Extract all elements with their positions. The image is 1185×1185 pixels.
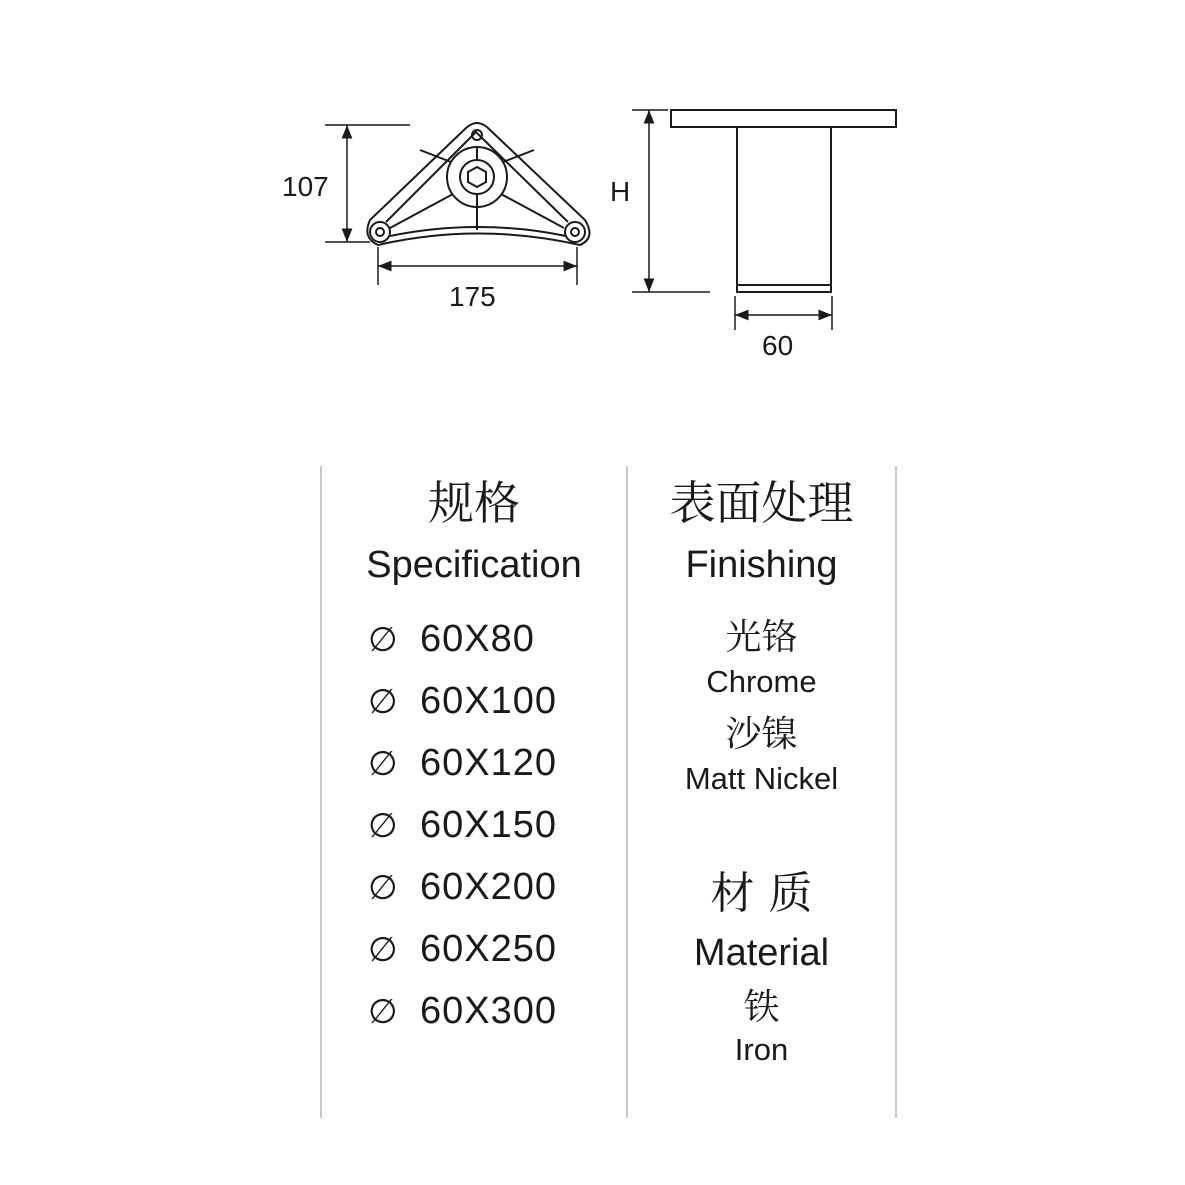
spec-item	[368, 618, 535, 661]
dimension-plate-width	[378, 247, 577, 285]
finishing-option-en: Chrome	[706, 664, 817, 699]
dimension-label-175: 175	[449, 281, 496, 312]
mounting-plate-top-view	[367, 123, 589, 245]
finishing-heading-en: Finishing	[685, 544, 838, 586]
spec-item	[368, 928, 557, 971]
spec-item	[368, 680, 557, 723]
spec-item-value: 60X300	[420, 990, 558, 1032]
specification-heading-cn: 规格	[428, 476, 520, 530]
material-value-cn: 铁	[743, 987, 780, 1028]
material-heading-en: Material	[693, 932, 830, 974]
specification-heading-en: Specification	[366, 544, 582, 586]
diameter-icon: ∅	[368, 621, 399, 659]
dimension-label-h: H	[610, 176, 631, 207]
finishing-column	[628, 476, 895, 1067]
finishing-option-cn: 光铬	[725, 617, 798, 658]
dimension-label-107: 107	[282, 171, 329, 202]
spec-item-value: 60X150	[420, 804, 558, 846]
material-heading-cn: 材 质	[710, 868, 813, 919]
spec-item-value: 60X100	[420, 680, 558, 722]
spec-item	[368, 742, 557, 785]
table-divider-right	[895, 466, 897, 1118]
spec-item	[368, 990, 557, 1033]
dimension-leg-diameter	[735, 296, 832, 330]
dimension-label-60: 60	[762, 330, 794, 361]
finishing-option-en: Matt Nickel	[684, 761, 839, 796]
specification-column	[322, 476, 626, 586]
spec-item	[368, 866, 557, 909]
diameter-icon: ∅	[368, 683, 399, 721]
technical-drawing	[0, 0, 1185, 460]
finishing-heading-cn: 表面处理	[669, 476, 854, 530]
dimension-leg-height	[632, 110, 710, 292]
spec-item-value: 60X80	[420, 618, 535, 660]
spec-item-value: 60X250	[420, 928, 558, 970]
diameter-icon: ∅	[368, 869, 399, 907]
finishing-option-cn: 沙镍	[725, 714, 798, 755]
leg-side-view	[671, 110, 896, 292]
material-value-en: Iron	[734, 1032, 789, 1067]
diameter-icon: ∅	[368, 993, 399, 1031]
diameter-icon: ∅	[368, 931, 399, 969]
diameter-icon: ∅	[368, 807, 399, 845]
spec-item	[368, 804, 557, 847]
spec-item-value: 60X200	[420, 866, 558, 908]
diameter-icon: ∅	[368, 745, 399, 783]
spec-item-value: 60X120	[420, 742, 558, 784]
